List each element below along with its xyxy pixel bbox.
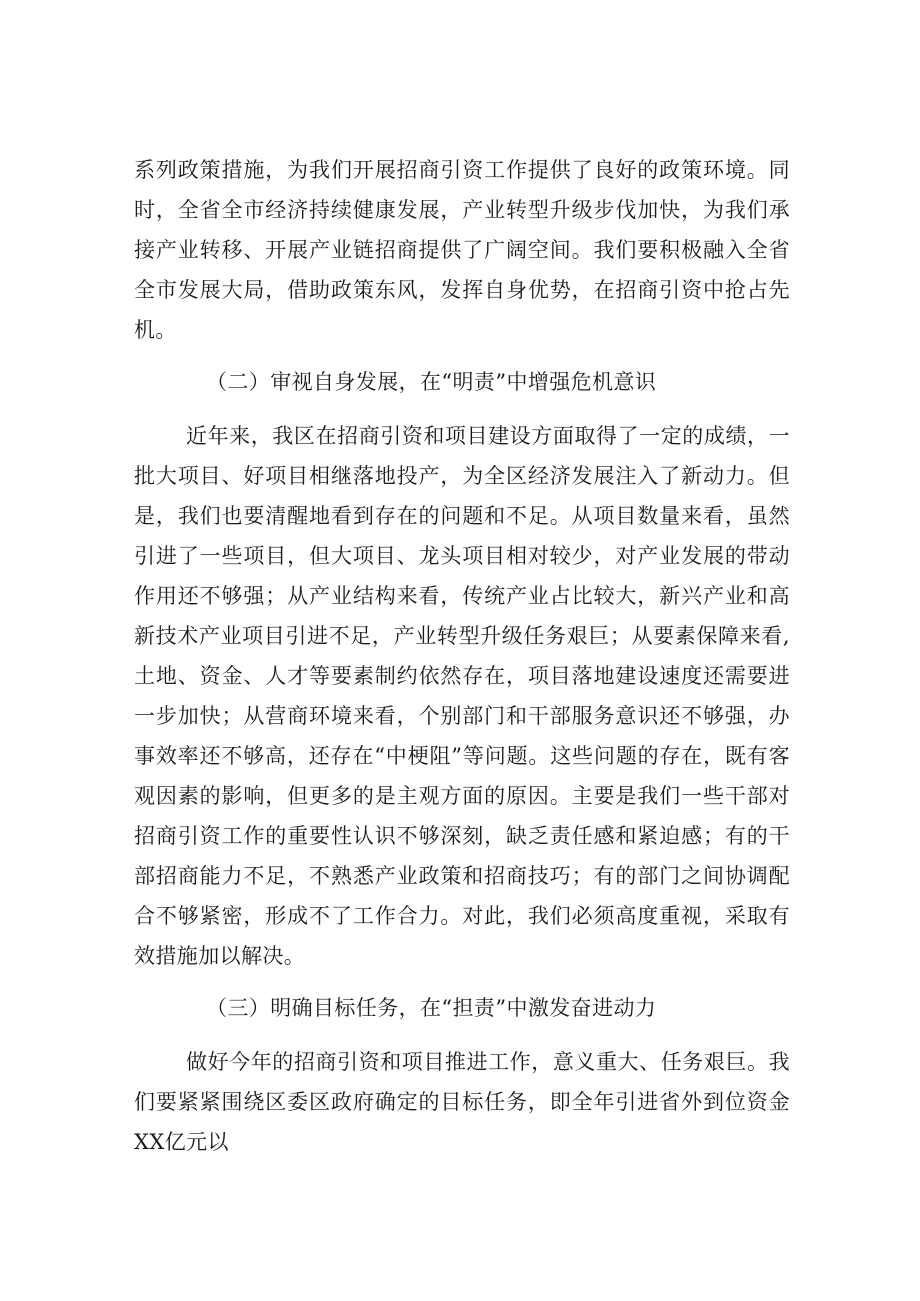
body-paragraph-self-review: 近年来，我区在招商引资和项目建设方面取得了一定的成绩，一批大项目、好项目相继落地投产，为全区经济发展注入了新动力。但是，我们也要清醒地看到存在的问题和不足。从项目数量来看，虽然引进了一些项目，但大项目、龙头项目相对较少，对产业发展的带动作用还不够强；从产业结构来看，传统产业占比较大，新兴产业和高新技术产业项目引进不足，产业转型升级任务艰巨；从要素保障来看,土地、资金、人才等要素制约依然存在，项目落地建设速度还需要进一步加快；从营商环境来看，个别部门和干部服务意识还不够强，办事效率还不够高，还存在“中梗阻”等问题。这些问题的存在，既有客观因素的影响，但更多的是主观方面的原因。主要是我们一些干部对招商引资工作的重要性认识不够深刻，缺乏责任感和紧迫感；有的干部招商能力不足，不熟悉产业政策和招商技巧；有的部门之间协调配合不够紧密，形成不了工作合力。对此，我们必须高度重视，采取有效措施加以解决。 (134, 424, 790, 968)
section-heading-3: （三）明确目标任务，在“担责”中激发奋进动力 (206, 996, 657, 1020)
body-paragraph-policy-environment: 系列政策措施，为我们开展招商引资工作提供了良好的政策环境。同时，全省全市经济持续健康发展，产业转型升级步伐加快，为我们承接产业转移、开展产业链招商提供了广阔空间。我们要积极融入全省全市发展大局，借助政策东风，发挥自身优势，在招商引资中抢占先机。 (134, 158, 790, 342)
body-paragraph-targets: 做好今年的招商引资和项目推进工作，意义重大、任务艰巨。我们要紧紧围绕区委区政府确定的目标任务，即全年引进省外到位资金XX亿元以 (134, 1050, 790, 1154)
document-body (134, 150, 790, 1162)
section-heading-2: （二）审视自身发展，在“明责”中增强危机意识 (206, 370, 657, 394)
